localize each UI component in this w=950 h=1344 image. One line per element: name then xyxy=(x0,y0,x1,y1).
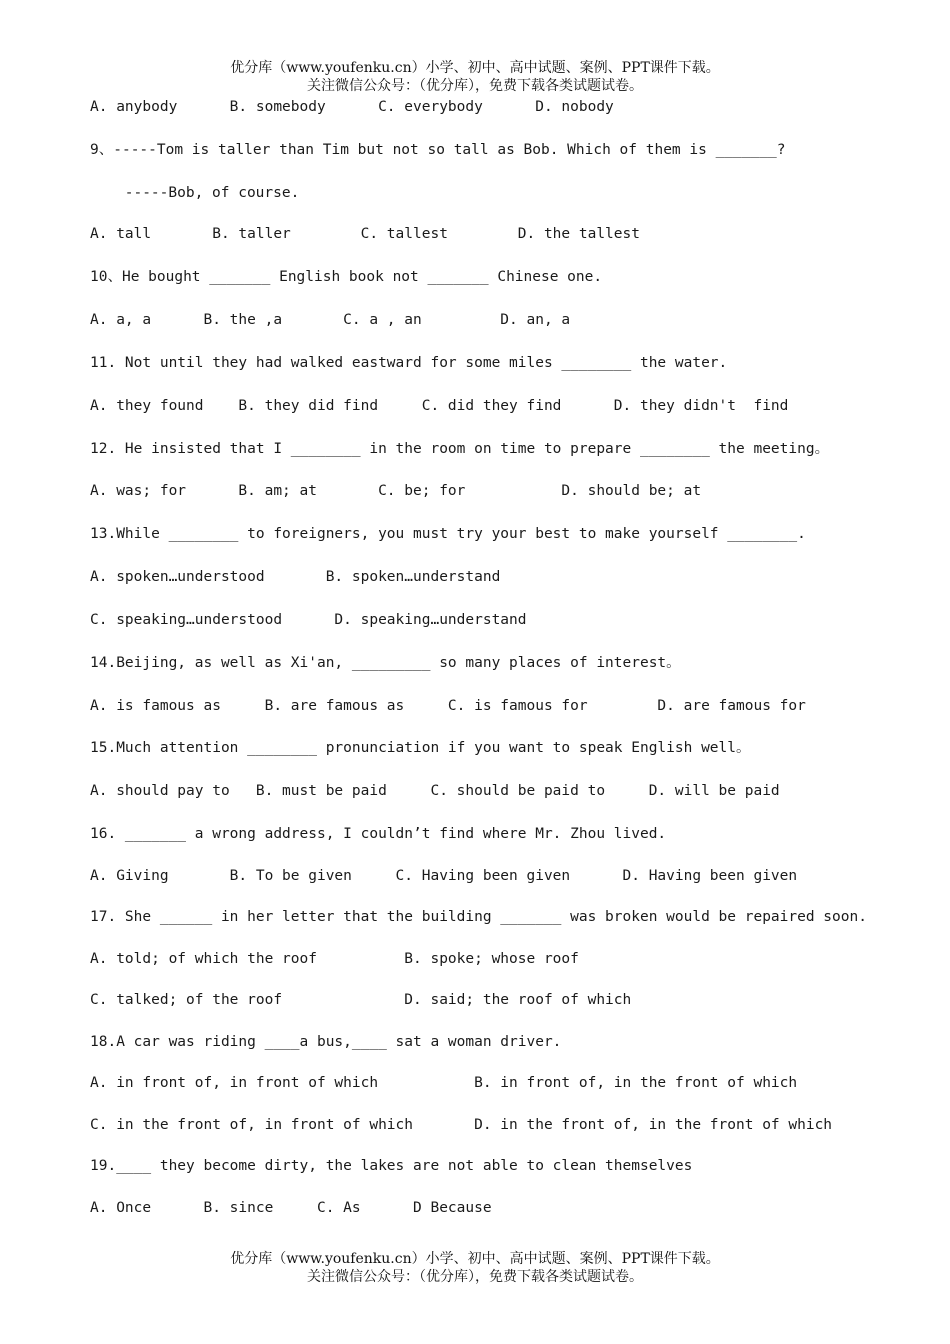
q18-stem: 18.A car was riding ____a bus,____ sat a woman driver. xyxy=(90,1034,562,1050)
q14-stem: 14.Beijing, as well as Xi'an, _________ so many places of interest。 xyxy=(90,655,681,671)
q15-stem: 15.Much attention ________ pronunciation if you want to speak English well。 xyxy=(90,740,751,756)
q13-options-cd: C. speaking…understood D. speaking…understand xyxy=(90,612,527,628)
q17-options-ab: A. told; of which the roof B. spoke; whose roof xyxy=(90,951,579,967)
q16-options: A. Giving B. To be given C. Having been given D. Having been given xyxy=(90,868,798,884)
q19-stem: 19.____ they become dirty, the lakes are not able to clean themselves xyxy=(90,1158,693,1174)
q16-stem: 16. _______ a wrong address, I couldn’t find where Mr. Zhou lived. xyxy=(90,826,667,842)
q12-stem: 12. He insisted that I ________ in the room on time to prepare ________ the meeting。 xyxy=(90,441,830,457)
q9-answer-line: -----Bob, of course. xyxy=(116,185,300,201)
q12-options: A. was; for B. am; at C. be; for D. should be; at xyxy=(90,483,702,499)
q18-options-cd: C. in the front of, in front of which D. in the front of, in the front of which xyxy=(90,1117,833,1133)
footer-line-2: 关注微信公众号：（优分库），免费下载各类试题试卷。 xyxy=(307,1269,643,1285)
q11-options: A. they found B. they did find C. did they find D. they didn't find xyxy=(90,398,789,414)
header-line-2: 关注微信公众号：（优分库），免费下载各类试题试卷。 xyxy=(307,78,643,94)
q17-options-cd: C. talked; of the roof D. said; the roof of which xyxy=(90,992,632,1008)
page-header-top xyxy=(0,59,950,95)
q11-stem: 11. Not until they had walked eastward for some miles ________ the water. xyxy=(90,355,728,371)
q17-stem: 17. She ______ in her letter that the building _______ was broken would be repaired soon. xyxy=(90,909,867,925)
q14-options: A. is famous as B. are famous as C. is famous for D. are famous for xyxy=(90,698,806,714)
q8-options: A. anybody B. somebody C. everybody D. nobody xyxy=(90,99,614,115)
q9-stem: 9、-----Tom is taller than Tim but not so tall as Bob. Which of them is _______? xyxy=(90,142,786,158)
q15-options: A. should pay to B. must be paid C. should be paid to D. will be paid xyxy=(90,783,780,799)
footer-line-1: 优分库（www.youfenku.cn）小学、初中、高中试题、案例、PPT课件下载。 xyxy=(230,1251,720,1267)
q9-options: A. tall B. taller C. tallest D. the tallest xyxy=(90,226,640,242)
page-footer xyxy=(0,1250,950,1286)
header-line-1: 优分库（www.youfenku.cn）小学、初中、高中试题、案例、PPT课件下载。 xyxy=(230,60,720,76)
q10-options: A. a, a B. the ,a C. a , an D. an, a xyxy=(90,312,571,328)
q10-stem: 10、He bought _______ English book not _______ Chinese one. xyxy=(90,269,603,285)
q13-options-ab: A. spoken…understood B. spoken…understand xyxy=(90,569,501,585)
q18-options-ab: A. in front of, in front of which B. in front of, in the front of which xyxy=(90,1075,798,1091)
q19-options: A. Once B. since C. As D Because xyxy=(90,1200,492,1216)
q13-stem: 13.While ________ to foreigners, you must try your best to make yourself ________. xyxy=(90,526,806,542)
